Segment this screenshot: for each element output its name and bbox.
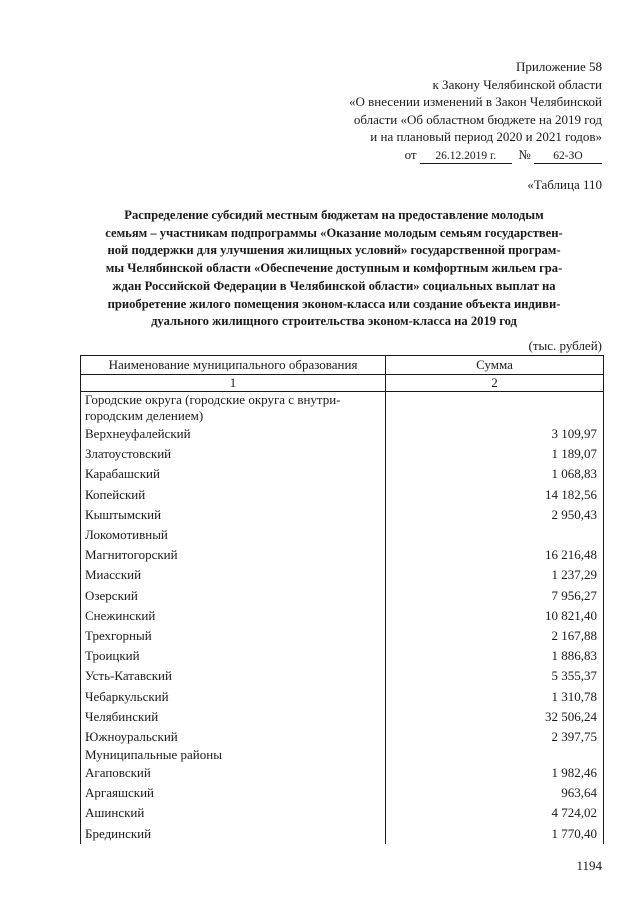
table-row xyxy=(81,505,604,525)
section-title: Муниципальные районы xyxy=(81,747,386,763)
section-title-line: городским делением) xyxy=(85,408,204,423)
appendix-law-title-3: и на плановый период 2020 и 2021 годов» xyxy=(370,129,602,144)
subsidy-amount: 32 506,24 xyxy=(386,707,604,727)
municipality-name: Кыштымский xyxy=(81,505,386,525)
table-header-row xyxy=(81,356,604,375)
subsidy-amount: 2 167,88 xyxy=(386,626,604,646)
table-row xyxy=(81,586,604,606)
subsidy-amount: 4 724,02 xyxy=(386,803,604,823)
municipality-name: Брединский xyxy=(81,824,386,844)
appendix-header xyxy=(282,58,602,164)
title-line: дуального жилищного строительства эконом-класса на 2019 год xyxy=(151,314,517,329)
municipality-name: Карабашский xyxy=(81,464,386,484)
table-row xyxy=(81,525,604,545)
page-number: 1194 xyxy=(576,858,602,873)
municipality-name: Южноуральский xyxy=(81,727,386,747)
title-line: приобретение жилого помещения эконом-класса или создание объекта индиви- xyxy=(107,296,561,311)
municipality-name: Копейский xyxy=(81,485,386,505)
table-row xyxy=(81,606,604,626)
table-row xyxy=(81,803,604,823)
table-row xyxy=(81,727,604,747)
subsidy-amount: 1 237,29 xyxy=(386,565,604,585)
municipality-name: Магнитогорский xyxy=(81,545,386,565)
municipality-name: Верхнеуфалейский xyxy=(81,424,386,444)
column-number-2: 2 xyxy=(386,375,604,392)
column-number-row xyxy=(81,375,604,392)
section-title-line: Городские округа (городские округа с внутри- xyxy=(85,392,341,407)
subsidy-amount: 10 821,40 xyxy=(386,606,604,626)
header-name: Наименование муниципального образования xyxy=(81,356,386,375)
title-line: ждан Российской Федерации в Челябинской области» социальных выплат на xyxy=(112,278,556,293)
subsidy-amount: 7 956,27 xyxy=(386,586,604,606)
title-line: ной поддержки для улучшения жилищных условий» государственной програм- xyxy=(107,243,561,258)
section-empty-cell xyxy=(386,747,604,763)
table-row xyxy=(81,485,604,505)
section-header-municipal-districts xyxy=(81,747,604,763)
subsidy-amount: 1 886,83 xyxy=(386,646,604,666)
units-label: (тыс. рублей) xyxy=(528,338,602,353)
subsidy-amount: 5 355,37 xyxy=(386,666,604,686)
subsidy-amount: 1 310,78 xyxy=(386,686,604,706)
subsidy-amount: 14 182,56 xyxy=(386,485,604,505)
subsidy-amount: 963,64 xyxy=(386,783,604,803)
appendix-law-title-2: области «Об областном бюджете на 2019 год xyxy=(353,111,602,127)
municipality-name: Снежинский xyxy=(81,606,386,626)
subsidy-amount: 16 216,48 xyxy=(386,545,604,565)
municipality-name: Трехгорный xyxy=(81,626,386,646)
document-title xyxy=(78,207,590,331)
subsidy-table xyxy=(80,355,604,844)
header-amount: Сумма xyxy=(386,356,604,375)
table-row xyxy=(81,444,604,464)
title-line: Распределение субсидий местным бюджетам на предоставление молодым xyxy=(124,208,544,222)
municipality-name: Усть-Катавский xyxy=(81,666,386,686)
appendix-date-line xyxy=(282,146,602,164)
section-title xyxy=(81,392,386,425)
table-row xyxy=(81,707,604,727)
subsidy-amount: 1 068,83 xyxy=(386,464,604,484)
municipality-name: Челябинский xyxy=(81,707,386,727)
appendix-law-title-1: «О внесении изменений в Закон Челябинской xyxy=(348,94,602,109)
municipality-name: Локомотивный xyxy=(81,525,386,545)
table-row xyxy=(81,686,604,706)
municipality-name: Чебаркульский xyxy=(81,686,386,706)
subsidy-amount: 1 770,40 xyxy=(386,824,604,844)
date-label: от xyxy=(404,146,417,162)
law-number-value: 62-ЗО xyxy=(534,149,602,164)
table-row xyxy=(81,565,604,585)
municipality-name: Троицкий xyxy=(81,646,386,666)
subsidy-amount: 2 397,75 xyxy=(386,727,604,747)
section-header-urban-districts xyxy=(81,392,604,425)
section-empty-cell xyxy=(386,392,604,425)
title-line: мы Челябинской области «Обеспечение доступным и комфортным жильем гра- xyxy=(105,261,563,276)
municipality-name: Миасский xyxy=(81,565,386,585)
column-number-1: 1 xyxy=(81,375,386,392)
subsidy-amount xyxy=(386,525,604,545)
table-row xyxy=(81,646,604,666)
table-reference: «Таблица 110 xyxy=(527,177,602,192)
municipality-name: Аргаяшский xyxy=(81,783,386,803)
table-row xyxy=(81,666,604,686)
table-row xyxy=(81,763,604,783)
subsidy-amount: 3 109,97 xyxy=(386,424,604,444)
table-row xyxy=(81,424,604,444)
municipality-name: Агаповский xyxy=(81,763,386,783)
number-label: № xyxy=(518,146,531,162)
subsidy-amount: 1 189,07 xyxy=(386,444,604,464)
table-row xyxy=(81,626,604,646)
appendix-law-ref: к Закону Челябинской области xyxy=(432,76,602,92)
subsidy-amount: 1 982,46 xyxy=(386,763,604,783)
title-line: семьям – участникам подпрограммы «Оказание молодым семьям государствен- xyxy=(105,225,563,240)
table-row xyxy=(81,545,604,565)
municipality-name: Озерский xyxy=(81,586,386,606)
municipality-name: Златоустовский xyxy=(81,444,386,464)
municipality-name: Ашинский xyxy=(81,803,386,823)
subsidy-amount: 2 950,43 xyxy=(386,505,604,525)
table-row xyxy=(81,824,604,844)
table-row xyxy=(81,464,604,484)
table-row xyxy=(81,783,604,803)
date-value: 26.12.2019 г. xyxy=(420,149,512,164)
appendix-number: Приложение 58 xyxy=(515,59,602,74)
